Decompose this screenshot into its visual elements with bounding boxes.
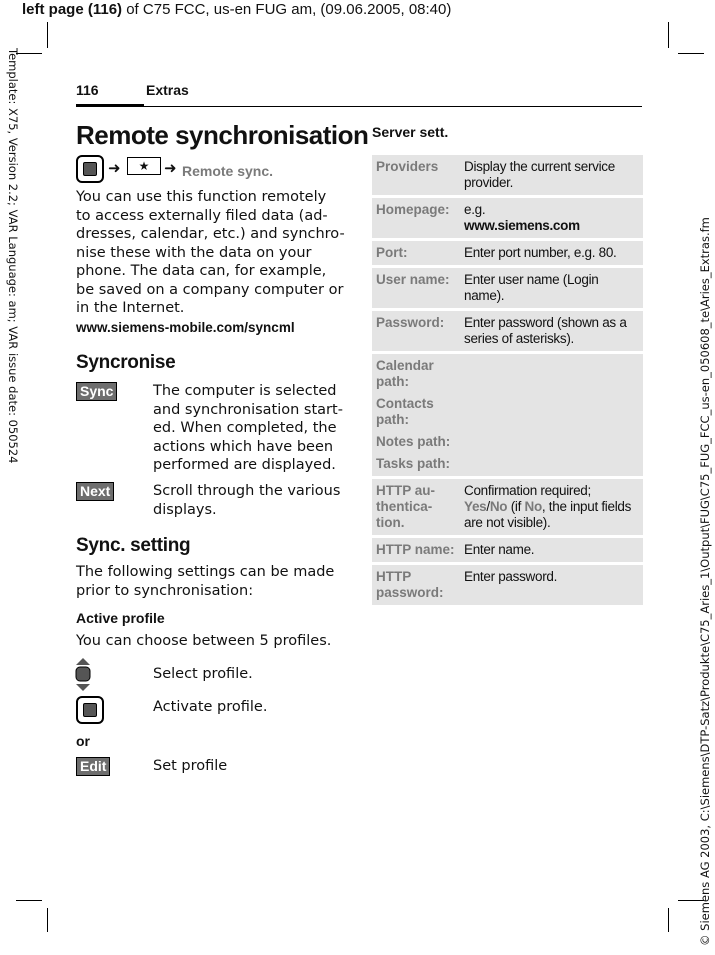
table-row	[372, 311, 643, 351]
table-row	[372, 479, 643, 535]
http-name-key: HTTP name:	[372, 538, 460, 562]
edit-softkey[interactable]: Edit	[76, 757, 110, 776]
homepage-key: Homepage:	[372, 198, 460, 238]
nav-key-icon	[74, 658, 92, 692]
providers-value: Display the current service provider.	[460, 155, 643, 195]
homepage-value: e.g. www.siemens.com	[460, 198, 643, 238]
profiles-text: You can choose between 5 profiles.	[76, 633, 332, 649]
edit-softkey-item	[76, 757, 110, 776]
header-rule	[76, 106, 642, 107]
username-value: Enter user name (Login name).	[460, 268, 643, 308]
set-profile-text: Set profile	[153, 758, 228, 774]
next-softkey[interactable]: Next	[76, 482, 114, 501]
section-title: Extras	[146, 82, 189, 98]
print-header-bold: left page (116)	[22, 1, 123, 18]
table-row	[372, 198, 643, 238]
menu-path-label: Remote sync.	[182, 163, 274, 179]
password-key: Password:	[372, 311, 460, 351]
active-profile-heading: Active profile	[76, 610, 165, 626]
syncronise-heading: Syncronise	[76, 352, 176, 373]
next-description: Scroll through the various displays.	[153, 483, 341, 518]
activate-profile-text: Activate profile.	[153, 699, 268, 715]
table-row	[372, 155, 643, 195]
http-name-value: Enter name.	[460, 538, 643, 562]
http-auth-key: HTTP au-thentica-tion.	[372, 479, 460, 535]
syncml-url[interactable]: www.siemens-mobile.com/syncml	[76, 320, 295, 335]
paths-value	[460, 354, 643, 476]
table-row	[372, 354, 643, 476]
server-settings-table	[372, 152, 643, 608]
http-password-key: HTTP password:	[372, 565, 460, 605]
center-key-icon	[76, 155, 104, 183]
table-row	[372, 241, 643, 265]
port-value: Enter port number, e.g. 80.	[460, 241, 643, 265]
providers-key: Providers	[372, 155, 460, 195]
intro-paragraph: You can use this function remotely to access externally filed data (ad- dresses, calendar, etc.) and synchro- nise these with the data on your phone. The data can, for example, be saved on a company computer or in the Internet.	[76, 189, 345, 316]
select-profile-text: Select profile.	[153, 666, 253, 682]
page-title: Remote synchronisation	[76, 120, 369, 150]
sync-setting-heading: Sync. setting	[76, 535, 191, 556]
arrow-icon: ➜	[108, 160, 121, 177]
sync-softkey[interactable]: Sync	[76, 382, 117, 401]
server-settings-heading: Server sett.	[372, 124, 449, 140]
page-number: 116	[76, 82, 99, 98]
sync-setting-intro: The following settings can be made prior to synchronisation:	[76, 564, 335, 599]
password-value: Enter password (shown as a series of asterisks).	[460, 311, 643, 351]
sync-description: The computer is selected and synchronisation start- ed. When completed, the actions which have been performed are displayed.	[153, 383, 343, 473]
star-key-icon: ★	[127, 157, 161, 175]
paths-keys: Calendar path: Contacts path: Notes path: Tasks path:	[372, 354, 460, 476]
http-password-value: Enter password.	[460, 565, 643, 605]
sync-softkey-item	[76, 382, 117, 401]
or-text: or	[76, 733, 90, 749]
next-softkey-item	[76, 482, 114, 501]
print-header-rest: of C75 FCC, us-en FUG am, (09.06.2005, 08:40)	[122, 1, 452, 18]
port-key: Port:	[372, 241, 460, 265]
table-row	[372, 268, 643, 308]
username-key: User name:	[372, 268, 460, 308]
arrow-icon: ➜	[164, 160, 177, 177]
side-text-right: © Siemens AG 2003, C:\Siemens\DTP-Satz\Produkte\C75_Aries_1\Output\FUG\C75_FUG_FCC_us-en_050608_te\Aries_Extras.fm	[698, 217, 712, 946]
center-key-icon	[76, 696, 104, 724]
print-header	[22, 1, 451, 18]
table-row	[372, 565, 643, 605]
table-row	[372, 538, 643, 562]
side-text-left: Template: X75, Version 2.2; VAR Language: am; VAR issue date: 050524	[6, 48, 20, 464]
http-auth-value: Confirmation required; Yes/No (if No, the input fields are not visible).	[460, 479, 643, 535]
